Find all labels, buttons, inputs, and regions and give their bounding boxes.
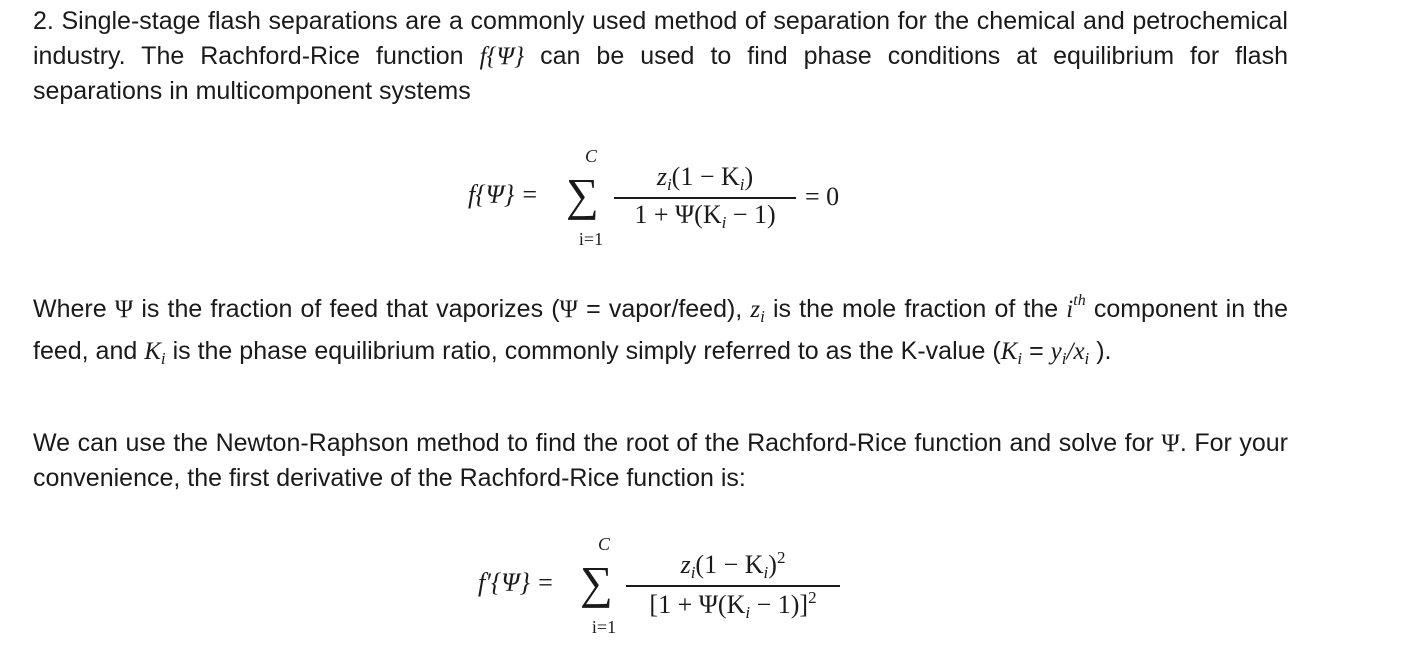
equation2-sum-upper: C — [597, 534, 610, 554]
equation2-fraction-bar — [626, 585, 840, 587]
psi-symbol: Ψ — [114, 296, 134, 323]
definitions-paragraph: Where Ψ is the fraction of feed that vaporizes (Ψ = vapor/feed), $z_i$ is the mole fraction of the $i^{th}$ component in the feed, and $K_i$ is the phase equilibrium ratio, commonly simply referred to as the K-value ($K_i = y_i/x_i$ ). — [33, 292, 1288, 368]
intro-text-b: can be used to find phase conditions at equilibrium for flash separations in multicomponent systems — [33, 42, 1288, 105]
equation1-numerator: zi(1 − Ki) — [656, 162, 754, 194]
equation1-rhs: = 0 — [805, 182, 840, 211]
intro-text-a: Single-stage flash separations are a commonly used method of separation for the chemical and petrochemical industry. The Rachford-Rice function — [33, 7, 1288, 70]
equation1-sum-upper: C — [584, 146, 597, 166]
equation2-lhs: f′{Ψ} = — [478, 568, 555, 597]
equation1-sigma: ∑ — [566, 169, 599, 220]
equation2-denominator: $[1 + \Psi(Ki - 1)]^2$ — [649, 588, 817, 622]
problem-number: 2. — [33, 7, 54, 35]
equation1-lhs: f{Ψ} = — [468, 180, 539, 209]
newton-raphson-paragraph: We can use the Newton-Raphson method to find the root of the Rachford-Rice function and solve for Ψ. For your convenience, the first derivative of the Rachford-Rice function is: — [33, 429, 1288, 492]
intro-function-symbol: f{Ψ} — [479, 43, 525, 70]
equation2-numerator: $zi(1 - Ki)^2$ — [680, 548, 786, 582]
equation2-sum-lower: i=1 — [591, 617, 617, 637]
equation1-denominator: 1 + Ψ(Ki − 1) — [634, 200, 776, 232]
equation2-sigma: ∑ — [580, 557, 613, 608]
equation1-sum-lower: i=1 — [578, 229, 604, 249]
